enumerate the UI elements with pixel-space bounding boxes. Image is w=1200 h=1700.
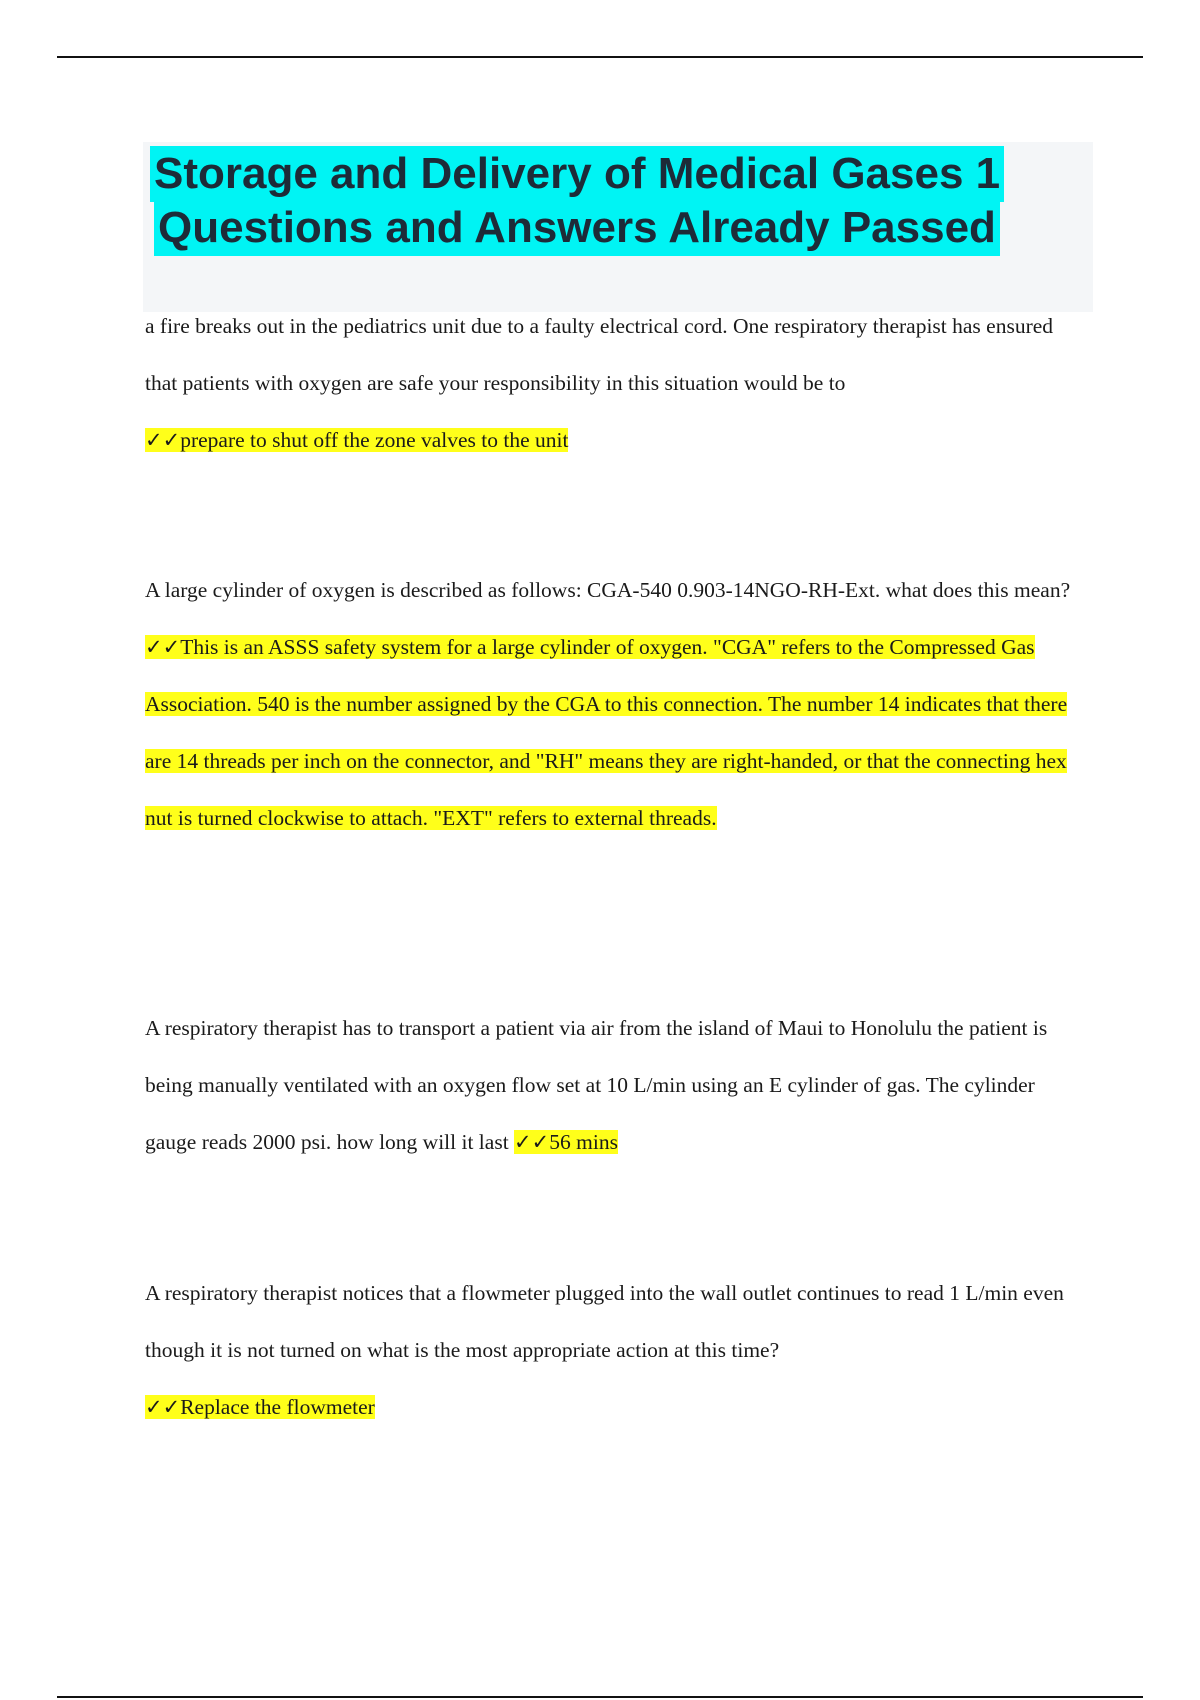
bottom-rule <box>57 1696 1143 1698</box>
double-check-icon: ✓✓ <box>145 635 181 659</box>
question-text: A respiratory therapist has to transport a patient via air from the island of Maui to Honolulu the patient is being manually ventilated with an oxygen flow set at 10 L/min using an E cylinder of gas. The cylinder gauge reads 2000 psi. how long will it last <box>145 1016 1048 1154</box>
page-title-line-1: Storage and Delivery of Medical Gases 1 <box>150 146 1004 202</box>
qa-item-2 <box>145 562 1090 847</box>
answer-highlight <box>145 1395 375 1419</box>
answer-text: 56 mins <box>549 1130 618 1154</box>
question-text: a fire breaks out in the pediatrics unit due to a faulty electrical cord. One respiratory therapist has ensured that patients with oxygen are safe your responsibility in this situation would be to <box>145 314 1054 395</box>
answer-highlight <box>514 1130 618 1154</box>
qa-item-1 <box>145 298 1090 469</box>
answer-text: This is an ASSS safety system for a large cylinder of oxygen. "CGA" refers to the Compressed Gas Association. 540 is the number assigned by the CGA to this connection. The number 14 indicates that there are 14 threads per inch on the connector, and "RH" means they are right-handed, or that the connecting hex nut is turned clockwise to attach. "EXT" refers to external threads. <box>145 635 1068 830</box>
qa-item-4 <box>145 1265 1090 1436</box>
question-text: A respiratory therapist notices that a flowmeter plugged into the wall outlet continues to read 1 L/min even though it is not turned on what is the most appropriate action at this time? <box>145 1281 1064 1362</box>
double-check-icon: ✓✓ <box>514 1130 550 1154</box>
answer-highlight <box>145 428 568 452</box>
answer-text: prepare to shut off the zone valves to the unit <box>180 428 569 452</box>
question-text: A large cylinder of oxygen is described as follows: CGA-540 0.903-14NGO-RH-Ext. what does this mean? <box>145 578 1071 602</box>
qa-item-3 <box>145 1000 1090 1171</box>
top-rule <box>57 56 1143 58</box>
double-check-icon: ✓✓ <box>145 428 181 452</box>
double-check-icon: ✓✓ <box>145 1395 181 1419</box>
answer-highlight <box>145 635 1067 830</box>
page-title-line-2: Questions and Answers Already Passed <box>154 200 1000 256</box>
answer-text: Replace the flowmeter <box>180 1395 375 1419</box>
